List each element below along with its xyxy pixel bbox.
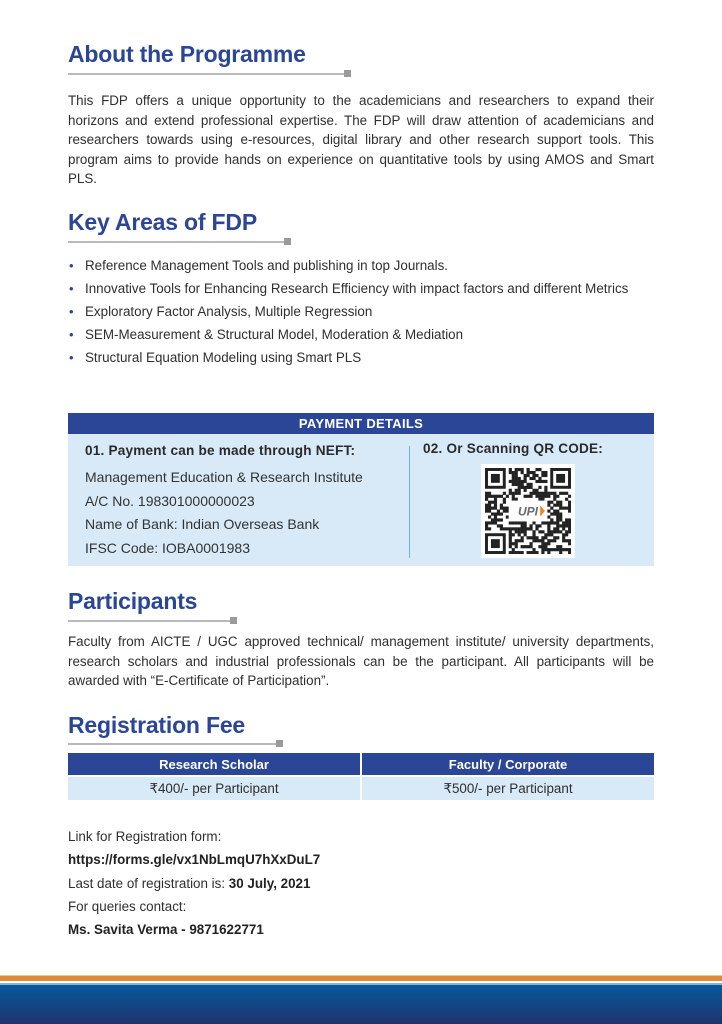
queries-label: For queries contact: (68, 898, 187, 914)
bullet-icon: • (69, 350, 74, 365)
key-areas-heading: Key Areas of FDP (68, 209, 257, 235)
fee-header-faculty-corporate: Faculty / Corporate (361, 753, 654, 776)
list-item: • Exploratory Factor Analysis, Multiple Regression (68, 303, 654, 322)
key-areas-list (68, 257, 654, 372)
list-item: • Structural Equation Modeling using Smart PLS (68, 349, 654, 368)
about-text: This FDP offers a unique opportunity to the academicians and researchers to expand their horizons and extend professional expertise. The FDP will draw attention of academicians and researchers towards using e-resources, digital library and other research support tools. This program aims to provide hands on experience on quantitative tools by using AMOS and Smart PLS. (68, 93, 654, 187)
neft-details (85, 443, 405, 560)
divider-knob (284, 238, 291, 245)
footer-band (0, 985, 722, 1024)
contact-person: Ms. Savita Verma - 9871622771 (68, 922, 264, 938)
last-date: 30 July, 2021 (228, 875, 311, 891)
participants-text: Faculty from AICTE / UGC approved technical/ management institute/ university departments, research scholars and industrial professionals can be the participant. All participants will be awarded with “E-Certificate of Participation”. (68, 634, 654, 689)
upi-logo: UPI (517, 504, 539, 519)
registration-info (68, 825, 320, 941)
fee-header-research-scholar: Research Scholar (68, 753, 361, 776)
divider-knob (344, 70, 351, 77)
heading-divider (68, 620, 233, 622)
heading-divider (68, 743, 280, 745)
ifsc-code: IFSC Code: IOBA0001983 (85, 539, 250, 556)
divider-knob (276, 740, 283, 747)
link-label: Link for Registration form: (68, 829, 222, 844)
heading-divider (68, 73, 345, 75)
list-item: • Reference Management Tools and publishing in top Journals. (68, 257, 654, 276)
fee-faculty-corporate: ₹500/- per Participant (361, 776, 654, 800)
neft-title: 01. Payment can be made through NEFT: (85, 443, 356, 458)
divider-knob (230, 617, 237, 624)
list-item: • Innovative Tools for Enhancing Research Efficiency with impact factors and different Metrics (68, 280, 654, 299)
account-name: Management Education & Research Institute (85, 469, 363, 485)
fee-research-scholar: ₹400/- per Participant (68, 776, 361, 800)
about-heading: About the Programme (68, 41, 306, 67)
payment-details-title: PAYMENT DETAILS (68, 413, 654, 434)
bullet-icon: • (69, 258, 74, 273)
footer-stripe-orange (0, 976, 722, 981)
qr-section (423, 441, 603, 456)
bullet-icon: • (69, 281, 74, 296)
bank-name: Name of Bank: Indian Overseas Bank (85, 516, 320, 532)
bullet-icon: • (69, 304, 74, 319)
last-date-line: Last date of registration is: 30 July, 2021 (68, 875, 311, 891)
heading-divider (68, 241, 287, 243)
registration-fee-heading: Registration Fee (68, 712, 246, 738)
bullet-icon: • (69, 327, 74, 342)
registration-fee-table (68, 753, 654, 800)
payment-divider (409, 446, 410, 558)
list-item: • SEM-Measurement & Structural Model, Moderation & Mediation (68, 326, 654, 345)
registration-link[interactable]: https://forms.gle/vx1NbLmqU7hXxDuL7 (68, 852, 321, 868)
qr-code-image (481, 464, 575, 558)
participants-heading: Participants (68, 588, 198, 614)
payment-details-panel (68, 413, 654, 566)
account-number: A/C No. 198301000000023 (85, 492, 255, 509)
qr-title: 02. Or Scanning QR CODE: (423, 441, 604, 456)
qr-code-icon (485, 468, 571, 554)
